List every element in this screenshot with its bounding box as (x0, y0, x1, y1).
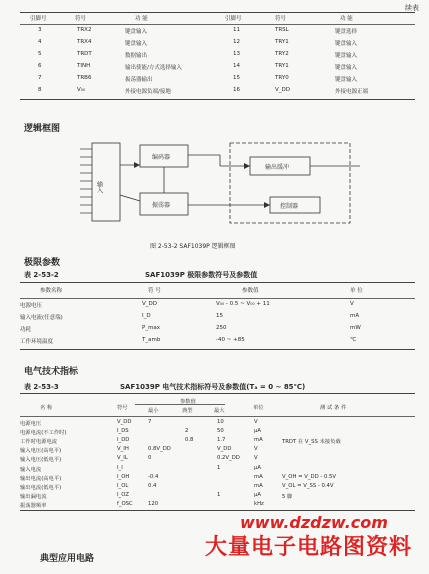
header-function-2: 功 能 (340, 16, 353, 22)
control-label: 控制器 (280, 203, 299, 210)
elec-header-symbol: 符号 (117, 405, 128, 411)
output-buffer-label: 输出缓冲 (265, 164, 290, 171)
limits-table-cell: P_max (142, 325, 161, 331)
electrical-table-cell: V (254, 446, 258, 453)
pin-table-row (25, 38, 415, 48)
electrical-table-row (20, 445, 415, 454)
pin-table-cell: 14 (233, 63, 240, 69)
electrical-table-cell: 输入电压(高电平) (20, 448, 62, 455)
pin-table-cell: V_DD (275, 87, 290, 93)
electrical-table-cell: 10 (217, 419, 224, 425)
limits-table-cell: ℃ (350, 337, 357, 343)
electrical-table-caption: SAF1039P 电气技术指标符号及参数值(Tₐ = 0 ~ 85℃) (120, 383, 306, 391)
limits-table-cell: V (350, 301, 354, 307)
electrical-table-cell: 7 (148, 419, 152, 425)
connector-lines (120, 155, 360, 205)
electrical-table-cell: 1 (217, 491, 221, 498)
logic-block-diagram (60, 135, 370, 237)
section-title-limits: 极限参数 (24, 258, 61, 268)
pin-table-row (25, 50, 415, 60)
limits-table-row (20, 336, 415, 346)
electrical-table-cell: 0.8V_DD (148, 446, 171, 453)
elec-header-unit: 单位 (253, 405, 264, 411)
pin-table-cell: 3 (38, 27, 42, 33)
electrical-table-cell: 电源电压 (20, 421, 42, 427)
limits-table-row (20, 324, 415, 334)
elec-rule-top (20, 393, 415, 394)
electrical-table-cell: TRDT 在 V_SS 未接负载 (282, 439, 341, 446)
pin-table-cell: 外接电源正端 (335, 89, 369, 95)
limits-table-row (20, 300, 415, 310)
electrical-table-row (20, 473, 415, 482)
electrical-table-cell: 电源电流(不工作时) (20, 430, 67, 437)
pin-table-row (25, 26, 415, 36)
electrical-table-row (20, 491, 415, 500)
pin-table-cell: TRX2 (77, 27, 92, 33)
limits-table-cell: I_D (142, 313, 151, 319)
limits-table-cell: 输入电流(任意端) (20, 315, 63, 321)
electrical-table-cell: 0 (148, 455, 152, 462)
electrical-table-cell: μA (254, 464, 261, 471)
figure-caption: 图 2-53-2 SAF1039P 逻辑框图 (150, 243, 236, 250)
electrical-table-cell: V_IH (117, 446, 129, 453)
pin-table-cell: 11 (233, 27, 240, 33)
electrical-table-cell: V_IL (117, 455, 128, 462)
electrical-table-cell: 0.4 (148, 482, 157, 489)
oscillator-label: 振荡器 (152, 202, 171, 209)
electrical-table-row (20, 482, 415, 491)
pin-table-cell: 15 (233, 75, 240, 81)
electrical-table-cell: 输出电流(高电平) (20, 475, 62, 482)
pin-table-cell: 数据输出 (125, 53, 148, 59)
elec-header-cond: 测 试 条 件 (320, 405, 347, 411)
pin-table-cell: TRDT (77, 51, 92, 57)
electrical-table-cell: I_OL (117, 482, 129, 489)
electrical-table-cell: f_OSC (117, 500, 133, 507)
pin-table-cell: 8 (38, 87, 42, 93)
elec-rule-bottom (20, 510, 415, 511)
pin-table-cell: 键盘选择 (335, 29, 358, 35)
table-rule-bottom (20, 99, 415, 100)
pin-table-cell: 4 (38, 39, 42, 45)
electrical-table-cell: -0.4 (148, 473, 159, 480)
electrical-table-cell: V (254, 455, 258, 462)
section-title-application: 典型应用电路 (40, 554, 95, 564)
electrical-table-cell: 0.8 (185, 437, 194, 444)
table-rule-header (20, 24, 415, 25)
electrical-table-cell: 输出漏电流 (20, 493, 47, 500)
watermark-url: www.dzdzw.com (240, 513, 388, 532)
pin-table-row (25, 86, 415, 96)
electrical-table-cell: I_I (117, 464, 123, 471)
header-symbol-2: 符号 (275, 16, 287, 22)
electrical-table-cell: 输出电流(低电平) (20, 484, 62, 491)
limits-table-cell: mA (350, 313, 360, 319)
pin-table-cell: 键盘输入 (335, 41, 358, 47)
electrical-table-cell: I_OH (117, 473, 130, 480)
pin-table-cell: TRB6 (77, 75, 92, 81)
electrical-table-cell: 输入电流 (20, 466, 42, 473)
elec-header-typ: 典型 (182, 408, 193, 414)
electrical-table-cell: 输入电压(低电平) (20, 457, 62, 464)
pin-table-cell: 键盘输入 (335, 65, 358, 71)
electrical-table-cell: 1.7 (217, 437, 226, 444)
limits-rule-top (20, 282, 415, 283)
elec-header-name: 名 称 (40, 405, 53, 411)
electrical-table-cell: μA (254, 491, 261, 498)
input-pin-lines (80, 149, 92, 213)
pin-table-cell: 6 (38, 63, 42, 69)
limits-table-cell: 15 (216, 313, 223, 319)
limits-table-caption: SAF1039P 极限参数符号及参数值 (145, 271, 258, 279)
electrical-table-cell: kHz (254, 500, 264, 507)
limits-header (20, 285, 415, 295)
pin-table-cell: 键盘输入 (335, 77, 358, 83)
pin-table-cell: 16 (233, 87, 240, 93)
electrical-table-cell: V_DD (117, 419, 132, 425)
pin-table-cell: TRSL (275, 27, 289, 33)
electrical-table-cell: mA (254, 473, 263, 480)
header-function: 功 能 (135, 16, 148, 22)
elec-header-max: 最大 (214, 408, 225, 414)
elec-rule-header (20, 416, 415, 417)
limits-table-cell: mW (350, 325, 361, 331)
decoder-label: 编码器 (152, 154, 171, 161)
pin-table-cell: V₀₀ (77, 87, 86, 93)
electrical-table-cell: V_OL = V_SS - 0.4V (282, 482, 334, 489)
electrical-table-row (20, 418, 415, 427)
electrical-table-cell: 50 (217, 428, 224, 435)
limits-header-value: 参数值 (242, 288, 259, 294)
limits-table-row (20, 312, 415, 322)
pin-table-cell: TRY2 (275, 51, 289, 57)
electrical-table-cell: V_DD (217, 446, 232, 453)
electrical-table-cell: 2 (185, 428, 189, 435)
electrical-table-row (20, 436, 415, 445)
section-title-logic: 逻辑框图 (24, 124, 61, 134)
electrical-table-cell: V (254, 419, 258, 425)
section-title-electrical: 电气技术指标 (24, 367, 79, 377)
limits-table-cell: 工作环境温度 (20, 339, 54, 345)
header-pin: 引脚号 (30, 16, 47, 22)
electrical-table-cell: 5 脚 (282, 493, 293, 500)
electrical-table-row (20, 454, 415, 463)
pin-table-cell: 键盘输入 (125, 41, 148, 47)
pin-table-cell: 振荡器输出 (125, 77, 153, 83)
limits-table-cell: 250 (216, 325, 227, 331)
electrical-table-number: 表 2-53-3 (24, 383, 59, 391)
limits-table-cell: -40 ~ +85 (216, 337, 245, 343)
limits-header-symbol: 符 号 (148, 288, 161, 294)
pin-table-cell: TRY0 (275, 75, 289, 81)
limits-header-name: 参数名称 (40, 288, 63, 294)
pin-table-header (25, 13, 415, 23)
limits-header-unit: 单 位 (350, 288, 363, 294)
limits-table-number: 表 2-53-2 (24, 271, 59, 279)
limits-table-cell: T_amb (142, 337, 161, 343)
pin-table-row (25, 62, 415, 72)
pin-table-cell: 键盘输入 (125, 29, 148, 35)
limits-rule-header (20, 298, 415, 299)
output-group-box (230, 143, 350, 223)
electrical-table-row (20, 464, 415, 473)
pin-table-cell: 5 (38, 51, 42, 57)
continued-label: 续表 (405, 4, 419, 12)
elec-header-values: 参数值 (180, 399, 196, 405)
electrical-table-cell: 工作时电源电流 (20, 439, 58, 446)
limits-table-cell: V_DD (142, 301, 157, 307)
limits-table-cell: V₀₀ - 0.5 ~ V₀₀ + 11 (216, 301, 270, 307)
electrical-table-cell: mA (254, 482, 263, 489)
pin-table-cell: 输出使能/方式选择输入 (125, 65, 182, 71)
pin-table-cell: 13 (233, 51, 240, 57)
electrical-table-cell: I_OZ (117, 491, 130, 498)
electrical-table-cell: 1 (217, 464, 221, 471)
header-symbol: 符号 (75, 16, 87, 22)
pin-table-cell: TRY1 (275, 63, 289, 69)
pin-table-cell: 键盘输入 (335, 53, 358, 59)
elec-header-2 (20, 405, 415, 414)
electrical-table-cell: mA (254, 437, 263, 444)
watermark-text: 大量电子电路图资料 (205, 535, 413, 560)
electrical-table-cell: V_OH = V_DD - 0.5V (282, 473, 336, 480)
electrical-table-cell: μA (254, 428, 261, 435)
electrical-table-cell: 120 (148, 500, 159, 507)
input-label: 输入 (95, 181, 103, 193)
limits-table-cell: 电源电压 (20, 303, 43, 309)
pin-table-cell: TRX4 (77, 39, 92, 45)
limits-table-cell: 功耗 (20, 327, 32, 333)
pin-table-cell: 7 (38, 75, 42, 81)
electrical-table-row (20, 500, 415, 509)
pin-table-cell: 外接电源负端/接地 (125, 89, 171, 95)
pin-table-row (25, 74, 415, 84)
electrical-table-cell: I_DD (117, 437, 130, 444)
limits-rule-bottom (20, 349, 415, 350)
electrical-table-cell: 0.2V_DD (217, 455, 240, 462)
header-pin-2: 引脚号 (225, 16, 242, 22)
pin-table-cell: 12 (233, 39, 240, 45)
pin-table-cell: TRY1 (275, 39, 289, 45)
pin-table-cell: TINH (77, 63, 91, 69)
electrical-table-cell: I_DS (117, 428, 129, 435)
elec-header-min: 最小 (148, 408, 159, 414)
electrical-table-row (20, 427, 415, 436)
electrical-table-cell: 振荡器频率 (20, 502, 47, 509)
